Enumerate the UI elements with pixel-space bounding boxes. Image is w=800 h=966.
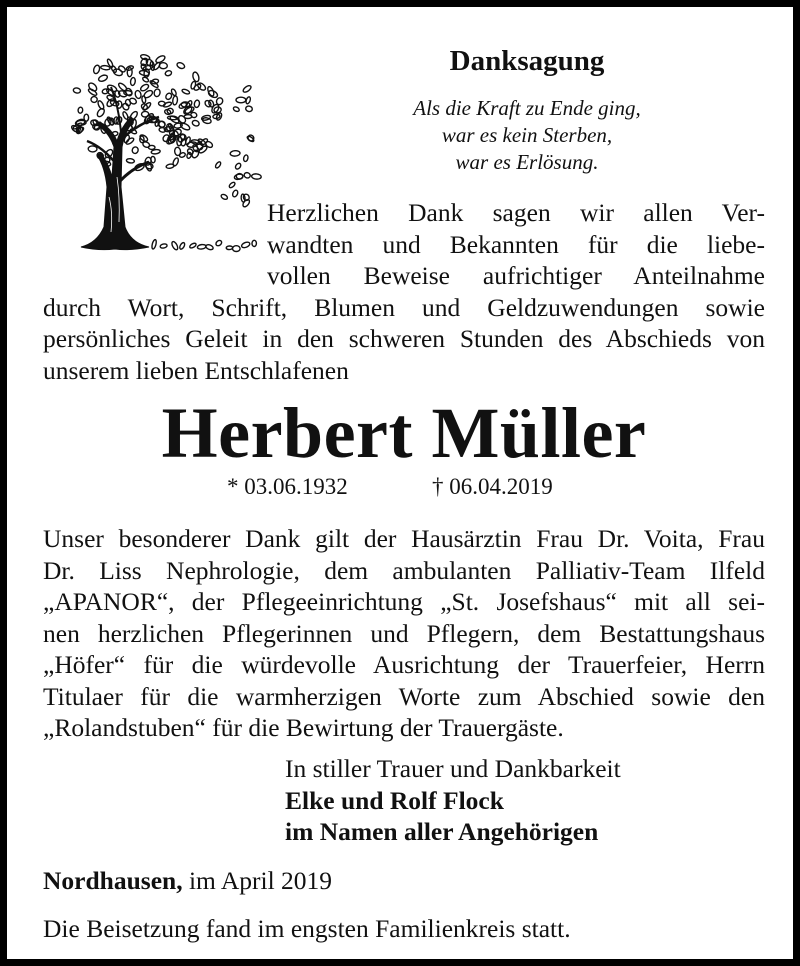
intro-line: persönliches Geleit in den schweren Stunden des Abschieds von [43, 324, 765, 353]
death-date: † 06.04.2019 [432, 474, 553, 499]
thanks-line: „Rolandstuben“ für die Bewirtung der Trauergäste. [43, 713, 564, 742]
place-date [43, 865, 332, 897]
intro-line: Herzlichen Dank sagen wir allen Ver- [267, 198, 765, 227]
intro-line: unserem lieben Entschlafenen [43, 355, 349, 385]
thanks-line: nen herzlichen Pflegerinnen und Pflegern, dem Bestattungshaus [43, 618, 765, 648]
thanks-paragraph [43, 523, 765, 744]
page-title: Danksagung [449, 45, 605, 77]
verse [267, 95, 787, 176]
thanks-line: „Höfer“ für die würdevolle Ausrichtung der Trauerfeier, Herrn [43, 650, 765, 679]
signature-family: im Namen aller Angehörigen [285, 817, 599, 846]
date-text: im April 2019 [182, 866, 333, 895]
thanks-line: Dr. Liss Nephrologie, dem ambulanten Palliativ-Team Ilfeld [43, 555, 765, 585]
intro-line: durch Wort, Schrift, Blumen und Geldzuwendungen sowie [43, 292, 765, 322]
birth-date: * 03.06.1932 [227, 474, 348, 499]
signature-names: Elke und Rolf Flock [285, 785, 504, 815]
thanks-line: Unser besonderer Dank gilt der Hausärztin Frau Dr. Voita, Frau [43, 524, 765, 553]
thanks-line: Titulaer für die warmherzigen Worte zum Abschied sowie den [43, 681, 765, 711]
signature-greeting: In stiller Trauer und Dankbarkeit [285, 754, 621, 783]
verse-line: war es kein Sterben, [441, 123, 613, 147]
place-name: Nordhausen, [43, 866, 183, 895]
verse-line: war es Erlösung. [455, 150, 599, 174]
deceased-name: Herbert Müller [161, 393, 647, 473]
thanks-line: „APANOR“, der Pflegeeinrichtung „St. Josefshaus“ mit all sei- [43, 587, 765, 616]
burial-note: Die Beisetzung fand im engsten Familienkreis statt. [43, 914, 571, 943]
intro-line: vollen Beweise aufrichtiger Anteilnahme [267, 261, 765, 290]
verse-line: Als die Kraft zu Ende ging, [413, 96, 641, 120]
signature-block [285, 753, 621, 848]
intro-paragraph [43, 197, 765, 386]
intro-line: wandten und Bekannten für die liebe- [267, 229, 765, 259]
